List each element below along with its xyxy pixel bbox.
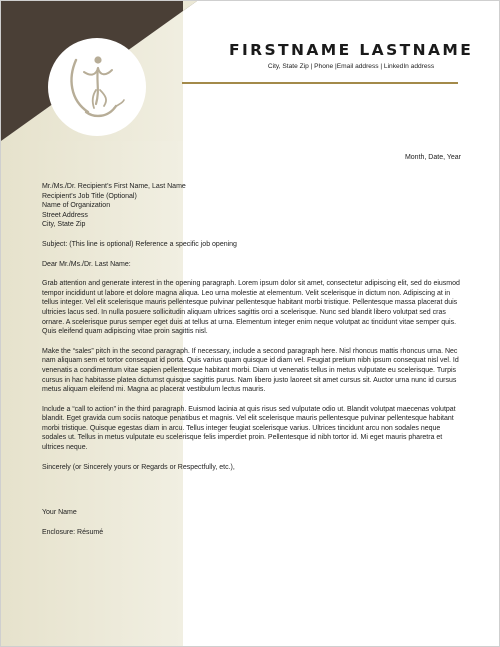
letter-body xyxy=(42,182,463,537)
contact-info: City, State Zip | Phone |Email address | LinkedIn address xyxy=(267,63,435,70)
applicant-name: FIRSTNAME LASTNAME xyxy=(229,41,474,59)
logo-badge xyxy=(48,38,146,136)
paragraph-sales-pitch: Make the “sales” pitch in the second paragraph. If necessary, include a second paragraph here. Nisl rhoncus mattis rhoncus urna. Nec nam aliquam sem et tortor consequat id porta. Quis varius quam quisque id diam vel. Feugiat pretium nibh ipsum consequat nisl vel. Id venenatis a condimentum vitae sapien pellentesque habitant morbi. Diam ut venenatis tellus in metus vulputate eu scelerisque. Turpis cursus in hac habitasse platea dictumst quisque sagittis purus. Nam libero justo laoreet sit amet cursus sit. Auctor urna nunc id cursus metus aliquam eleifend mi. Magna ac placerat vestibulum lectus mauris. xyxy=(42,347,459,394)
salutation: Dear Mr./Ms./Dr. Last Name: xyxy=(42,260,131,268)
closing-line: Sincerely (or Sincerely yours or Regards or Respectfully, etc.), xyxy=(42,463,235,471)
header-divider xyxy=(182,82,458,84)
recipient-title-line: Recipient’s Job Title (Optional) xyxy=(42,192,137,200)
recipient-address xyxy=(42,182,463,230)
enclosure-line: Enclosure: Résumé xyxy=(42,528,104,536)
figure-with-arc-and-hand-logo-icon xyxy=(48,38,146,136)
paragraph-opening: Grab attention and generate interest in the opening paragraph. Lorem ipsum dolor sit amet, consectetur adipiscing elit, sed do eiusmod tempor incididunt ut labore et dolore magna aliqua. Leo urna molestie at elementum. Velit scelerisque in dictum non. Adipiscing at in tellus integer. Vel elit scelerisque mauris pellentesque pulvinar pellentesque habitant morbi tristique. Pellentesque massa placerat duis ultricies lacus sed. In nulla posuere sollicitudin aliquam ultrices sagittis orci a scelerisque. Nunc sed blandit libero volutpat sed cras ornare. A scelerisque purus semper eget duis at tellus at urna. Elementum integer enim neque volutpat ac tincidunt vitae semper quis. Quis eleifend quam adipiscing vitae proin sagittis nisl. xyxy=(42,280,460,336)
paragraph-call-to-action: Include a “call to action” in the third paragraph. Euismod lacinia at quis risus sed vulputate odio ut. Blandit volutpat maecenas volutpat blandit. Eget gravida cum sociis natoque penatibus et magnis. Vel elit scelerisque mauris pellentesque pulvinar pellentesque habitant morbi tristique. Quisque egestas diam in arcu. Tellus integer feugiat scelerisque varius. Ultrices tincidunt arcu non sodales neque sodales ut. Tellus in metus vulputate eu scelerisque felis imperdiet proin. Pellentesque id nibh tortor id. Mi eget mauris pharetra et ultrices neque. xyxy=(42,405,456,452)
recipient-street-line: Street Address xyxy=(42,211,88,219)
letter-date: Month, Date, Year xyxy=(404,154,461,161)
subject-line: Subject: (This line is optional) Reference a specific job opening xyxy=(42,240,237,248)
signature-name: Your Name xyxy=(42,509,77,517)
recipient-city-line: City, State Zip xyxy=(42,221,86,229)
recipient-organization-line: Name of Organization xyxy=(42,202,111,210)
recipient-name-line: Mr./Ms./Dr. Recipient’s First Name, Last Name xyxy=(42,183,186,190)
